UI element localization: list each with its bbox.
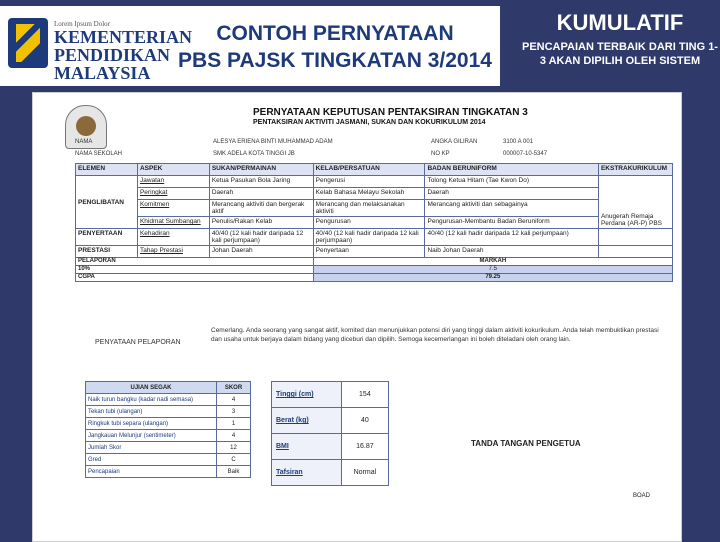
slide-title	[170, 20, 500, 74]
ujian-name: Gred	[86, 454, 217, 466]
bmi-label: BMI	[272, 434, 342, 460]
ujian-score: C	[217, 454, 251, 466]
berat-value: 40	[341, 408, 388, 434]
elemen-penglibatan: PENGLIBATAN	[76, 176, 138, 229]
nama-label: NAMA	[75, 139, 93, 145]
jawatan-sukan: Ketua Pasukan Bola Jaring	[209, 176, 313, 188]
aspek-khidmat: Khidmat Sumbangan	[137, 217, 209, 229]
slide-title-line-1: CONTOH PERNYATAAN	[216, 22, 454, 45]
nama-value: ALESYA ERIENA BINTI MUHAMMAD ADAM	[213, 139, 333, 145]
angka-giliran-value: 3100 A 001	[503, 139, 534, 145]
results-table	[75, 163, 673, 282]
table-row	[86, 466, 251, 478]
kehadiran-sukan: 40/40 (12 kali hadir daripada 12 kali perjumpaan)	[209, 229, 313, 246]
tinggi-value: 154	[341, 382, 388, 408]
ujian-score: 4	[217, 430, 251, 442]
cgpa-value: 79.25	[313, 274, 672, 282]
elemen-prestasi: PRESTASI	[76, 246, 138, 258]
ujian-segak-header: UJIAN SEGAK	[86, 382, 217, 394]
markah-label: MARKAH	[313, 258, 672, 266]
aspek-kehadiran: Kehadiran	[137, 229, 209, 246]
pernyataan-pelaporan-label: PENYATAAN PELAPORAN	[95, 339, 181, 346]
col-ekstra: EKSTRAKURIKULUM	[598, 164, 672, 176]
kumulatif-note: PENCAPAIAN TERBAIK DARI TING 1-3 AKAN DIPILIH OLEH SISTEM	[522, 41, 718, 67]
pelaporan-label: PELAPORAN	[76, 258, 314, 266]
table-row	[86, 406, 251, 418]
table-row	[86, 418, 251, 430]
ujian-score: 1	[217, 418, 251, 430]
sekolah-label: NAMA SEKOLAH	[75, 151, 123, 157]
angka-giliran-label: ANGKA GILIRAN	[431, 139, 478, 145]
peringkat-kelab: Kelab Bahasa Melayu Sekolah	[313, 188, 425, 200]
table-row	[86, 454, 251, 466]
bmi-table	[271, 381, 389, 486]
ministry-top-text: Lorem Ipsum Dolor	[54, 20, 110, 28]
berat-label: Berat (kg)	[272, 408, 342, 434]
table-row	[76, 274, 673, 282]
jawatan-kelab: Pengerusi	[313, 176, 425, 188]
result-statement-document	[32, 92, 682, 542]
ujian-segak-table	[85, 381, 251, 478]
ekstrakurikulum-value: Anugerah Remaja Perdana (AR-P) PBS	[598, 176, 672, 229]
signature-label: TANDA TANGAN PENGETUA	[471, 439, 581, 448]
prestasi-sukan: Johan Daerah	[209, 246, 313, 258]
document-title: PERNYATAAN KEPUTUSAN PENTAKSIRAN TINGKATAN 3	[253, 107, 528, 118]
ujian-name: Jumlah Skor	[86, 442, 217, 454]
percent-label: 10%	[76, 266, 314, 274]
nokp-value: 000007-10-5347	[503, 151, 548, 157]
ministry-line-3: MALAYSIA	[54, 63, 151, 83]
col-kelab: KELAB/PERSATUAN	[313, 164, 425, 176]
table-row	[272, 382, 389, 408]
table-row	[86, 442, 251, 454]
peringkat-sukan: Daerah	[209, 188, 313, 200]
khidmat-sukan: Penulis/Rakan Kelab	[209, 217, 313, 229]
header-logo-panel	[0, 6, 500, 86]
boad-label: BOAD	[633, 493, 651, 499]
table-row	[86, 394, 251, 406]
ujian-score: 4	[217, 394, 251, 406]
kehadiran-uniform: 40/40 (12 kali hadir daripada 12 kali perjumpaan)	[425, 229, 598, 246]
ujian-name: Naik turun bangku (kadar nadi semasa)	[86, 394, 217, 406]
col-uniform: BADAN BERUNIFORM	[425, 164, 598, 176]
ujian-name: Jangkauan Melunjur (sentimeter)	[86, 430, 217, 442]
pernyataan-pelaporan-text: Cemerlang. Anda seorang yang sangat aktif, komited dan menunjukkan potensi diri yang tinggi dalam aktiviti kokurikulum. Anda telah membuktikan prestasi dan usaha untuk berjaya dalam bidang yang diceburi dan dipilih. Semoga kecemerlangan ini boleh diteladani oleh orang lain.	[211, 327, 659, 343]
kehadiran-kelab: 40/40 (12 kali hadir daripada 12 kali perjumpaan)	[313, 229, 425, 246]
khidmat-uniform: Pengurusan-Membantu Badan Beruniform	[425, 217, 598, 229]
komitmen-sukan: Merancang aktiviti dan bergerak aktif	[209, 200, 313, 217]
table-row	[76, 200, 673, 217]
peringkat-uniform: Daerah	[425, 188, 598, 200]
komitmen-kelab: Merancang dan melaksanakan aktiviti	[313, 200, 425, 217]
komitmen-uniform: Merancang aktiviti dan sebagainya	[425, 200, 598, 217]
prestasi-kelab: Penyertaan	[313, 246, 425, 258]
document-subtitle: PENTAKSIRAN AKTIVITI JASMANI, SUKAN DAN KOKURIKULUM 2014	[253, 119, 486, 126]
kumulatif-heading: KUMULATIF	[556, 10, 684, 35]
slide-title-line-2: PBS PAJSK TINGKATAN 3/2014	[178, 49, 492, 72]
skor-header: SKOR	[217, 382, 251, 394]
ministry-line-2: PENDIDIKAN	[54, 45, 171, 65]
tinggi-label: Tinggi (cm)	[272, 382, 342, 408]
table-row	[76, 229, 673, 246]
percent-value: 7.5	[313, 266, 672, 274]
tafsiran-label: Tafsiran	[272, 460, 342, 486]
cgpa-label: CGPA	[76, 274, 314, 282]
jawatan-uniform: Tolong Ketua Hitam (Tae Kwon Do)	[425, 176, 598, 188]
col-sukan: SUKAN/PERMAINAN	[209, 164, 313, 176]
col-elemen: ELEMEN	[76, 164, 138, 176]
ujian-name: Pencapaian	[86, 466, 217, 478]
ujian-name: Tekan tubi (ulangan)	[86, 406, 217, 418]
sekolah-value: SMK ADELA KOTA TINGGI JB	[213, 151, 295, 157]
table-row	[76, 176, 673, 188]
elemen-penyertaan: PENYERTAAN	[76, 229, 138, 246]
table-row	[76, 188, 673, 200]
aspek-jawatan: Jawatan	[137, 176, 209, 188]
table-row	[76, 258, 673, 266]
ujian-score: 3	[217, 406, 251, 418]
nokp-label: NO KP	[431, 151, 450, 157]
tafsiran-value: Normal	[341, 460, 388, 486]
aspek-tahap-prestasi: Tahap Prestasi	[137, 246, 209, 258]
ministry-crest-icon	[8, 18, 48, 68]
aspek-peringkat: Peringkat	[137, 188, 209, 200]
table-row	[86, 430, 251, 442]
ujian-score: 12	[217, 442, 251, 454]
bmi-value: 16.87	[341, 434, 388, 460]
ministry-line-1: KEMENTERIAN	[54, 27, 193, 47]
table-row	[272, 460, 389, 486]
prestasi-uniform: Naib Johan Daerah	[425, 246, 598, 258]
table-row	[272, 408, 389, 434]
aspek-komitmen: Komitmen	[137, 200, 209, 217]
slide-header	[0, 0, 720, 88]
col-aspek: ASPEK	[137, 164, 209, 176]
ujian-score: Baik	[217, 466, 251, 478]
table-row	[76, 246, 673, 258]
table-row	[76, 217, 673, 229]
table-row	[76, 266, 673, 274]
ujian-name: Ringkuk tubi separa (ulangan)	[86, 418, 217, 430]
table-row	[272, 434, 389, 460]
khidmat-kelab: Pengurusan	[313, 217, 425, 229]
